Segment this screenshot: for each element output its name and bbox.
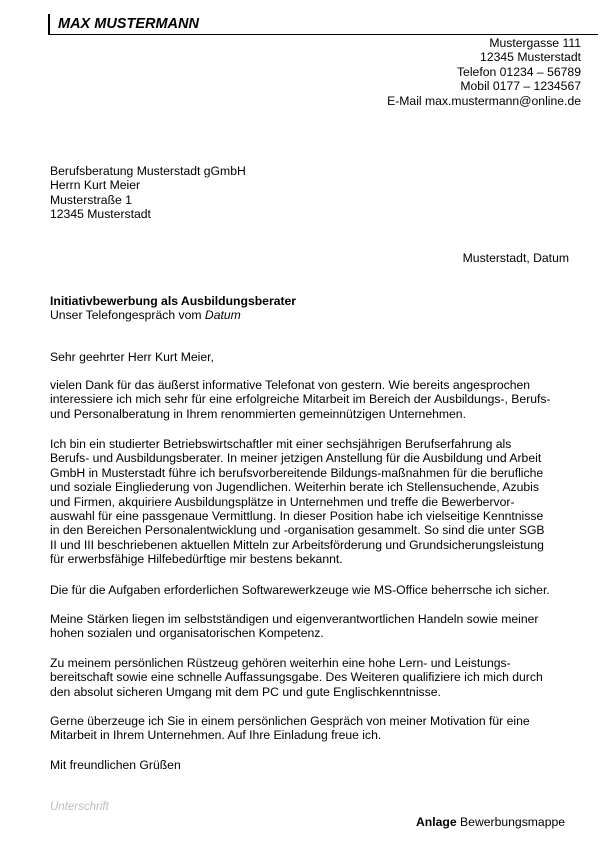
paragraph-line: hohen sozialen und organisatorischen Kompetenz.: [50, 626, 324, 641]
sender-street: Mustergasse 111: [489, 36, 581, 50]
attachment-label: Anlage: [416, 815, 457, 829]
letter-date: Musterstadt, Datum: [462, 251, 569, 265]
paragraph-line: und Personalberatung in Ihrem renommierten gemeinnützigen Unternehmen.: [50, 406, 466, 421]
paragraph-line: Zu meinem persönlichen Rüstzeug gehören weiterhin eine hohe Lern- und Leistungs-: [50, 656, 511, 670]
paragraph-line: Gerne überzeuge ich Sie in einem persönlichen Gespräch von meiner Motivation für eine: [50, 714, 530, 728]
body-paragraph-4: [50, 612, 575, 641]
paragraph-line: den absolut sicheren Umgang mit dem PC und gute Englischkenntnisse.: [50, 684, 441, 699]
subject-reference-date: Datum: [204, 308, 241, 323]
paragraph-line: Meine Stärken liegen im selbstständigen und eigenverantwortlichen Handeln sowie meiner: [50, 612, 539, 626]
sender-email: E-Mail max.mustermann@online.de: [387, 93, 581, 108]
paragraph-line: und soziale Eingliederung von Jugendlichen. Weiterhin berate ich Stellensuchende, Azubis: [50, 480, 539, 495]
paragraph-line: und Firmen, akquiriere Ausbildungsplätze in Unternehmen und treffe die Bewerbervor-: [50, 494, 515, 509]
recipient-person: Herrn Kurt Meier: [50, 178, 141, 193]
recipient-company: Berufsberatung Musterstadt gGmbH: [50, 164, 246, 178]
paragraph-line: auswahl für eine passgenaue Vermittlung. In dieser Position habe ich vielseitige Kenntnisse: [50, 509, 544, 524]
attachment-note: [416, 815, 565, 829]
signature-placeholder: Unterschrift: [50, 801, 109, 813]
paragraph-line: Berufs- und Ausbildungsberater. In meiner jetzigen Anstellung für die Ausbildung und Arbeit: [50, 451, 542, 466]
recipient-city: 12345 Musterstadt: [50, 207, 151, 222]
body-paragraph-1: [50, 378, 575, 421]
body-paragraph-3: [50, 583, 575, 597]
paragraph-line: Mitarbeit in Ihrem Unternehmen. Auf Ihre Einladung freue ich.: [50, 728, 382, 743]
paragraph-line: GmbH in Musterstadt führe ich berufsvorbereitende Bildungs-maßnahmen für die berufliche: [50, 465, 544, 480]
paragraph-line: Die für die Aufgaben erforderlichen Softwarewerkzeuge wie MS-Office beherrsche ich sicher.: [50, 583, 550, 597]
closing-phrase: Mit freundlichen Grüßen: [50, 758, 181, 772]
paragraph-line: interessiere ich mich sehr für eine erfolgreiche Mitarbeit im Bereich der Ausbildungs-, Berufs-: [50, 392, 551, 407]
paragraph-line: Ich bin ein studierter Betriebswirtschaftler mit einer sechsjährigen Berufserfahrung als: [50, 437, 512, 451]
recipient-street: Musterstraße 1: [50, 192, 132, 207]
paragraph-line: in den Bereichen Personalentwicklung und -organisation gesammelt. So sind die unter SGB: [50, 523, 545, 538]
body-paragraph-2: [50, 437, 575, 567]
sender-name-header: [48, 14, 598, 35]
body-paragraph-6: [50, 714, 575, 743]
sender-city: 12345 Musterstadt: [480, 50, 581, 65]
sender-name: MAX MUSTERMANN: [58, 16, 199, 32]
subject-reference: [50, 308, 296, 322]
sender-phone: Telefon 01234 – 56789: [456, 64, 581, 79]
subject-title: Initiativbewerbung als Ausbildungsberater: [50, 294, 297, 308]
sender-mobile: Mobil 0177 – 1234567: [460, 79, 581, 94]
sender-address-block: [387, 36, 581, 108]
salutation: Sehr geehrter Herr Kurt Meier,: [50, 350, 214, 364]
subject-block: [50, 294, 296, 323]
recipient-address-block: [50, 164, 246, 222]
paragraph-line: bereitschaft sowie eine schnelle Auffassungsgabe. Des Weiteren qualifiziere ich mich durch: [50, 670, 543, 685]
paragraph-line: II und III beschriebenen aktuellen Mitteln zur Arbeitsförderung und Grundsicherungsleistung: [50, 537, 544, 552]
body-paragraph-5: [50, 656, 575, 699]
paragraph-line: für erwerbsfähige Hilfebedürftige mir bestens bekannt.: [50, 552, 343, 567]
attachment-text: Bewerbungsmappe: [460, 815, 566, 829]
subject-reference-prefix: Unser Telefongespräch vom: [50, 308, 205, 323]
paragraph-line: vielen Dank für das äußerst informative Telefonat von gestern. Wie bereits angesprochen: [50, 378, 531, 392]
